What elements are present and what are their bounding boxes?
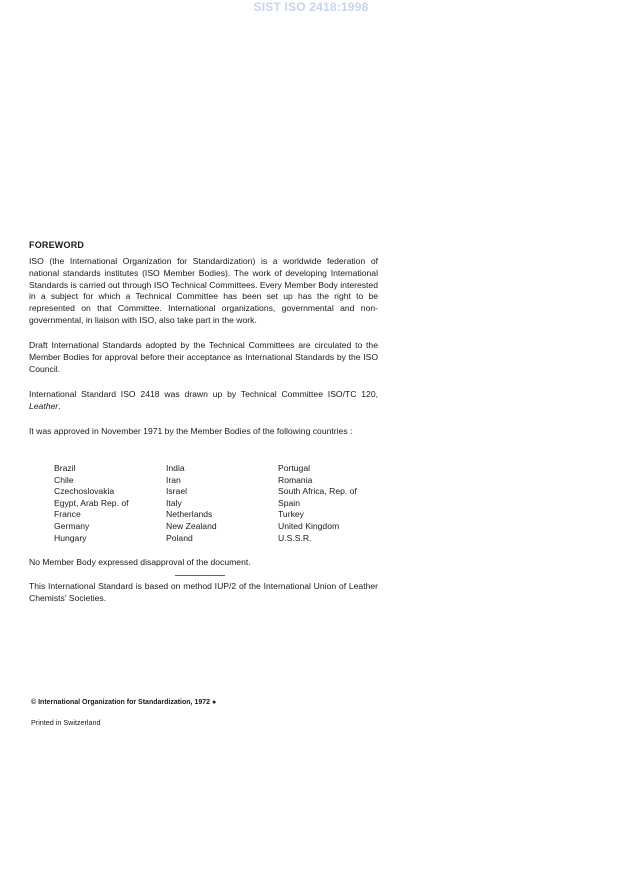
country-item: U.S.S.R.	[278, 532, 312, 543]
watermark: SIST ISO 2418:1998	[253, 0, 369, 14]
country-item: Turkey	[278, 509, 304, 520]
country-item: Egypt, Arab Rep. of	[54, 497, 129, 508]
country-item: United Kingdom	[278, 520, 340, 531]
countries-column-1	[54, 463, 129, 544]
countries-column-3	[278, 463, 357, 544]
paragraph-based-on: This International Standard is based on method IUP/2 of the International Union of Leather Chemists' Societies.	[29, 581, 378, 603]
country-item: Italy	[166, 497, 182, 508]
country-item: Germany	[54, 520, 90, 531]
paragraph-draft-standards: Draft International Standards adopted by the Technical Committees are circulated to the Member Bodies for approval before their acceptance as International Standards by the ISO Council.	[29, 340, 378, 374]
country-item: Poland	[166, 532, 193, 543]
country-item: Iran	[166, 474, 181, 485]
country-item: New Zealand	[166, 520, 217, 531]
country-item: Portugal	[278, 463, 311, 473]
printed-in: Printed in Switzerland	[31, 718, 101, 727]
country-item: Netherlands	[166, 509, 213, 520]
divider	[175, 575, 225, 576]
country-item: Brazil	[54, 463, 76, 473]
committee-suffix: .	[58, 400, 61, 411]
paragraph-iso-description: ISO (the International Organization for Standardization) is a worldwide federation of national standards institutes (ISO Member Bodies). The work of developing International Standards is carried out through ISO Technical Committees. Every Member Body interested in a subject for which a Technical Committee has been set up has the right to be represented on that Committee. International organizations, governmental and non-governmental, in liaison with ISO, also take part in the work.	[29, 256, 378, 325]
country-item: Chile	[54, 474, 74, 485]
country-item: Romania	[278, 474, 313, 485]
country-item: India	[166, 463, 185, 473]
country-item: Israel	[166, 486, 188, 497]
country-item: Czechoslovakia	[54, 486, 115, 497]
country-item: Spain	[278, 497, 300, 508]
copyright-notice: © International Organization for Standardization, 1972 ●	[31, 699, 217, 706]
country-item: Hungary	[54, 532, 87, 543]
countries-column-2	[166, 463, 217, 544]
paragraph-committee	[29, 389, 378, 413]
paragraph-approval: It was approved in November 1971 by the Member Bodies of the following countries :	[29, 426, 353, 436]
country-item: South Africa, Rep. of	[278, 486, 357, 497]
committee-title: Leather	[29, 400, 59, 411]
country-item: France	[54, 509, 81, 520]
committee-text: International Standard ISO 2418 was drawn up by Technical Committee ISO/TC 120,	[29, 389, 378, 399]
paragraph-no-disapproval: No Member Body expressed disapproval of the document.	[29, 557, 251, 567]
section-heading: FOREWORD	[29, 240, 85, 250]
